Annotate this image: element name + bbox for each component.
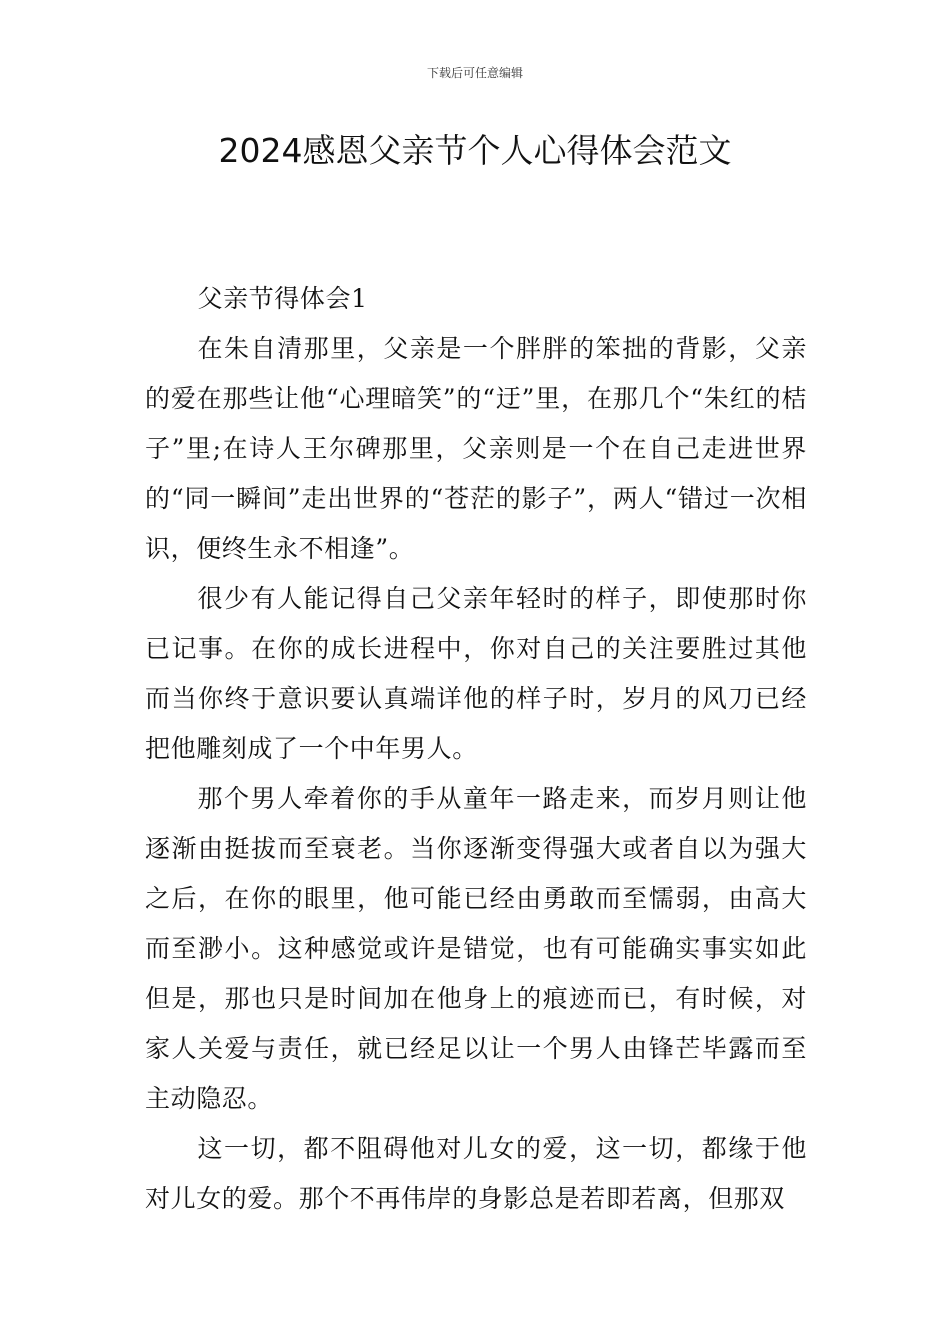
document-title: 2024感恩父亲节个人心得体会范文 xyxy=(218,131,732,170)
header-note: 下载后可任意编辑 xyxy=(426,66,523,80)
section-heading: 父亲节得体会1 xyxy=(197,284,368,313)
paragraph-3: 那个男人牵着你的手从童年一路走来，而岁月则让他逐渐由挺拔而至衰老。当你逐渐变得强大或者自以为强大之后，在你的眼里，他可能已经由勇敢而至懦弱，由高大而至渺小。这种感觉或许是错觉，也有可能确实事实如此但是，那也只是时间加在他身上的痕迹而已，有时候，对家人关爱与责任，就已经足以让一个男人由锋芒毕露而至主动隐忍。 xyxy=(145,784,807,1113)
paragraph-4: 这一切，都不阻碍他对儿女的爱，这一切，都缘于他对儿女的爱。那个不再伟岸的身影总是若即若离，但那双 xyxy=(145,1134,807,1213)
paragraph-1: 在朱自清那里，父亲是一个胖胖的笨拙的背影，父亲的爱在那些让他“心理暗笑”的“迂”里，在那几个“朱红的桔子”里;在诗人王尔碑那里，父亲则是一个在自己走进世界的“同一瞬间”走出世界的“苍茫的影子”，两人“错过一次相识，便终生永不相逢”。 xyxy=(145,334,807,563)
paragraph-2: 很少有人能记得自己父亲年轻时的样子，即使那时你已记事。在你的成长进程中，你对自己的关注要胜过其他而当你终于意识要认真端详他的样子时，岁月的风刀已经把他雕刻成了一个中年男人。 xyxy=(145,584,807,763)
document-body xyxy=(145,274,807,1224)
